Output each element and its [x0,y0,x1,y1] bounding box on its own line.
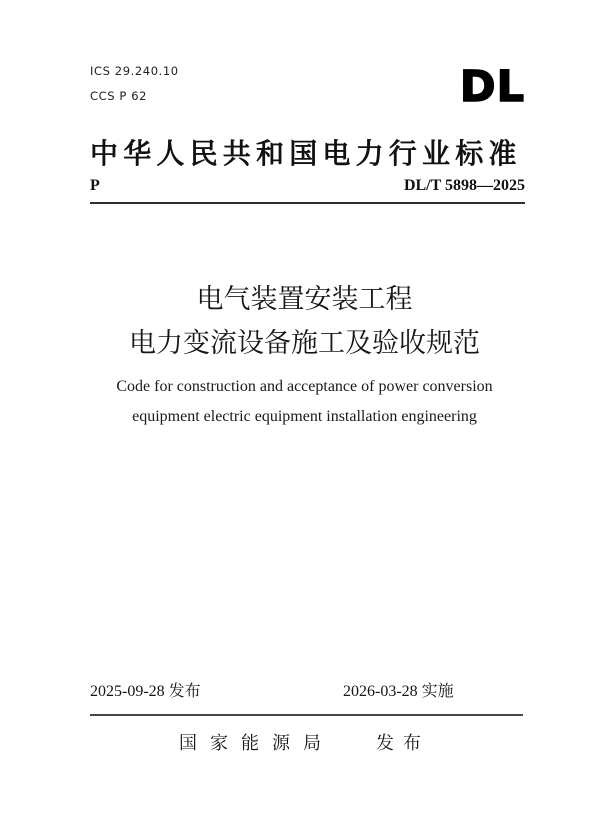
title-english-line2: equipment electric equipment installation engineering [132,408,477,425]
standard-number: DL/T 5898—2025 [403,177,525,194]
publish-label: 发布 [376,733,430,753]
title-english-line1: Code for construction and acceptance of power conversion [116,378,493,395]
title-chinese-line1: 电气装置安装工程 [196,284,413,314]
footer-divider-line [90,714,523,716]
implementation-date: 2026-03-28 实施 [343,683,454,700]
header-divider-line [90,202,525,204]
doc-class-letter: P [90,177,100,194]
dl-logo: DL [459,62,525,112]
title-chinese-line2: 电力变流设备施工及验收规范 [129,328,480,358]
standard-series-title: 中华人民共和国电力行业标准 [90,138,522,169]
issue-date: 2025-09-28 发布 [90,683,201,700]
ccs-code: CCS P 62 [90,89,148,103]
issuing-authority: 国家能源局 [179,733,334,753]
publisher-row [0,729,609,755]
classification-row [90,177,525,195]
ics-code: ICS 29.240.10 [90,64,179,78]
